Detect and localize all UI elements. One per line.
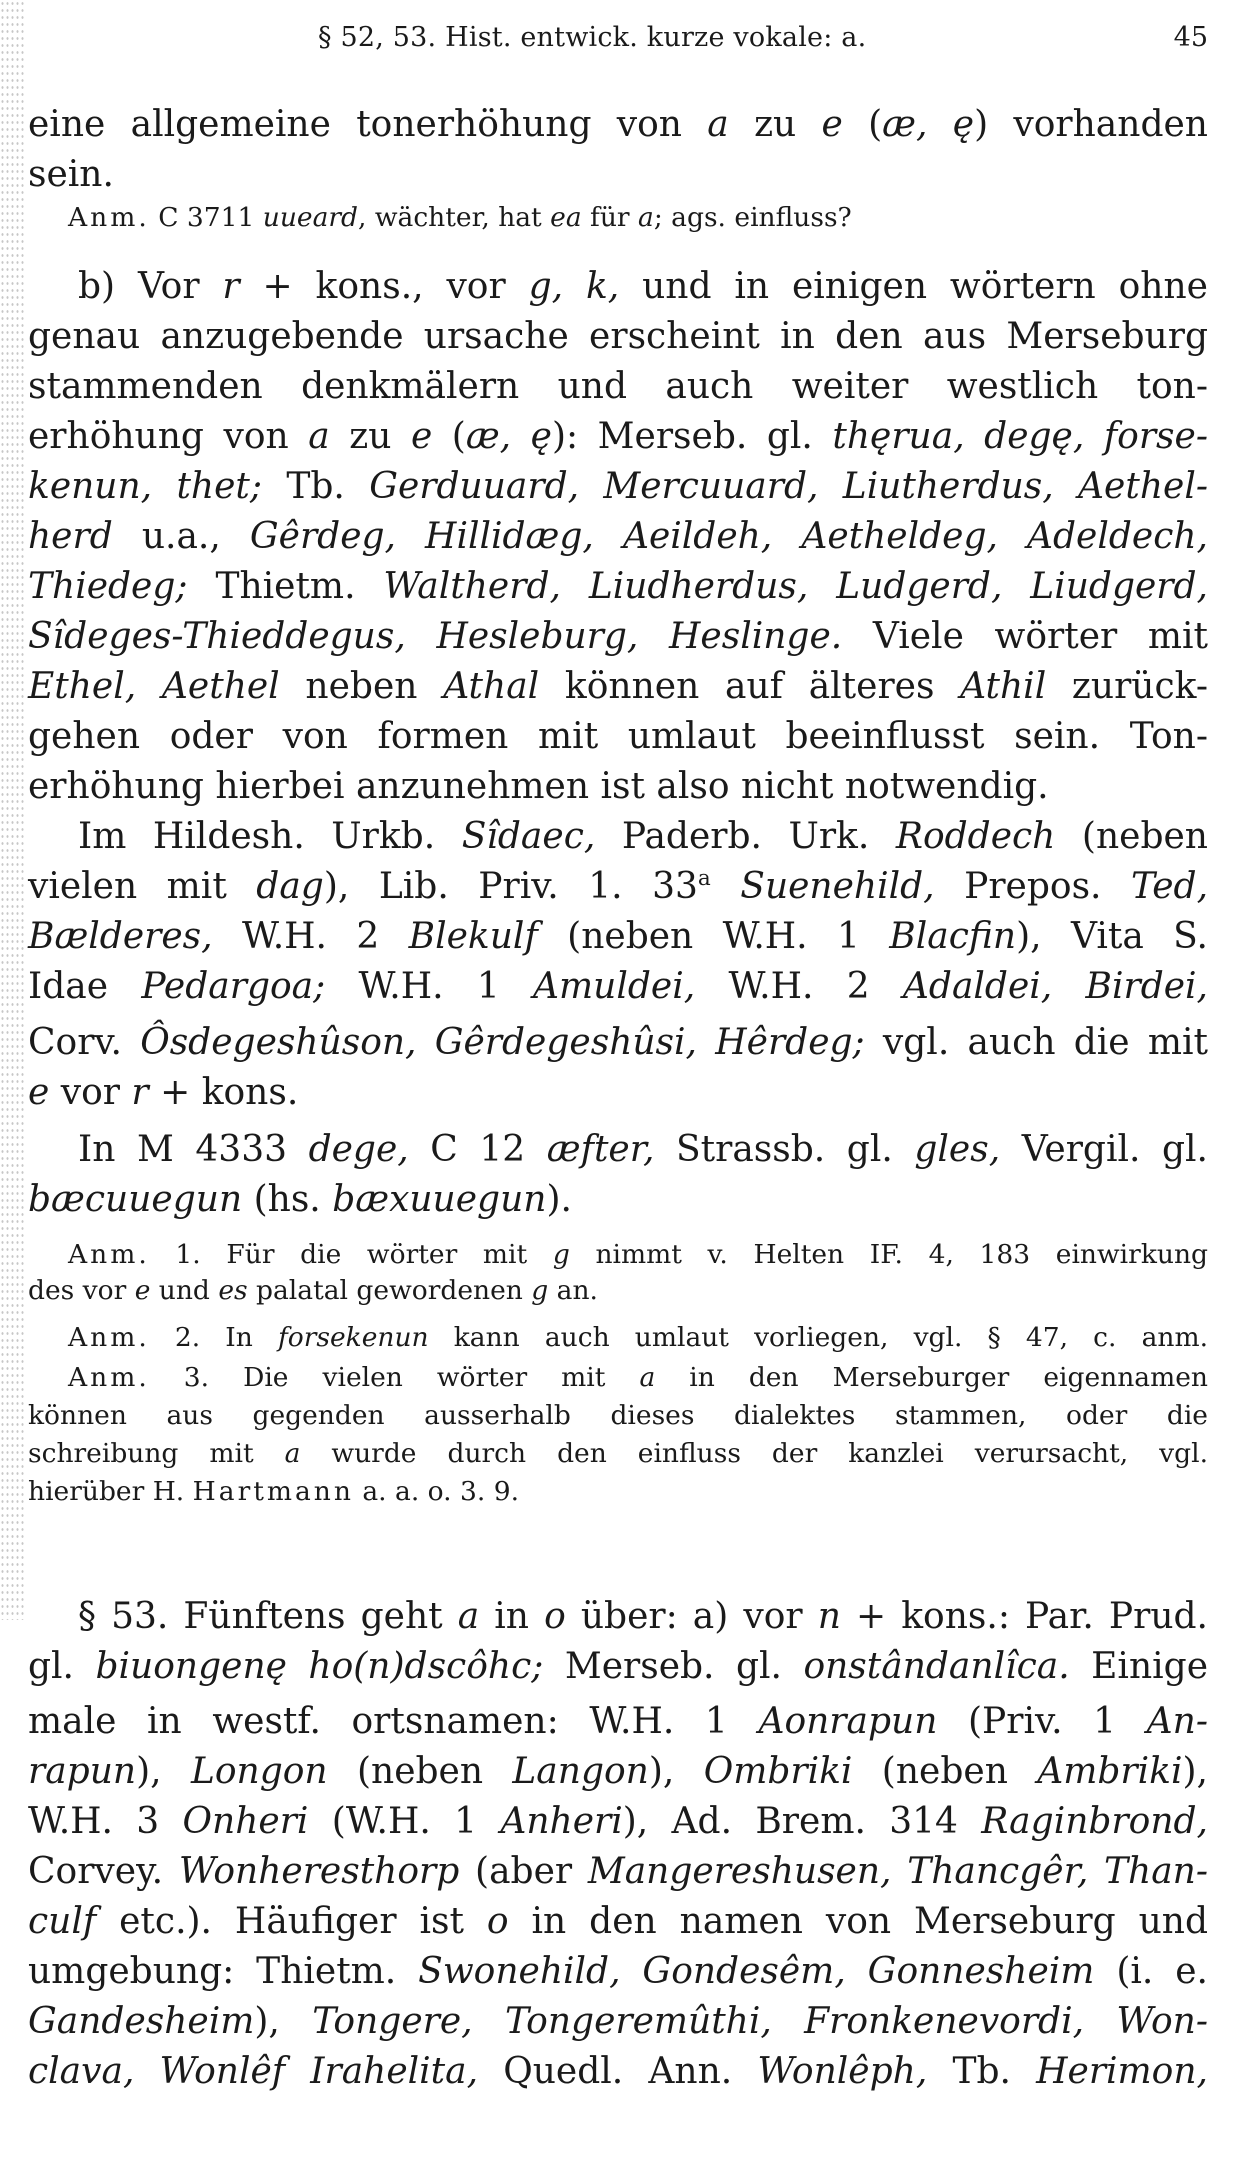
text-run: b) Vor — [78, 266, 223, 307]
italic-term: æfter, — [546, 1129, 655, 1170]
italic-term: onstândanlîca. — [803, 1646, 1070, 1687]
italic-term: Wonlêph, — [757, 2051, 928, 2092]
text-run: Tb. — [927, 2051, 1037, 2092]
italic-term: e — [28, 1072, 50, 1113]
text-run: ; ags. einfluss? — [653, 202, 852, 233]
italic-term: Sîdeges-Thieddegus, Hesleburg, Heslinge. — [28, 616, 843, 657]
text-run: ( — [432, 416, 466, 457]
text-run: (W.H. 1 — [308, 1801, 501, 1842]
italic-term: dag — [256, 866, 324, 907]
italic-term: a — [284, 1438, 301, 1469]
text-line — [28, 1847, 1208, 1897]
text-run: Quedl. Ann. — [478, 2051, 758, 2092]
text-run: Im Hildesh. Urkb. — [78, 816, 462, 857]
text-run: a — [697, 866, 711, 891]
text-run: W.H. 1 — [325, 966, 534, 1007]
text-line — [28, 662, 1208, 712]
text-run: ), — [648, 1751, 704, 1792]
italic-term: Blacfin — [889, 916, 1017, 957]
page-number: 45 — [1173, 22, 1208, 53]
italic-term: g — [552, 1239, 570, 1270]
text-run: (Priv. 1 — [937, 1701, 1147, 1742]
text-run: ), — [1182, 1751, 1208, 1792]
note-line — [28, 1474, 1208, 1510]
running-header — [28, 22, 1208, 62]
italic-term: Sîdaec, — [461, 816, 596, 857]
note-line — [28, 1436, 1208, 1472]
italic-term: Amuldei, — [533, 966, 696, 1007]
text-line — [28, 362, 1208, 412]
italic-term: Waltherd, Liudherdus, Ludgerd, Liudgerd, — [383, 566, 1209, 607]
text-run: Merseb. gl. — [543, 1646, 804, 1687]
text-line — [28, 1125, 1208, 1175]
text-run: Tb. — [262, 466, 370, 507]
italic-term: a — [457, 1596, 480, 1637]
text-run — [711, 866, 741, 907]
text-line — [28, 712, 1208, 762]
text-run: etc.). Häufiger ist — [96, 1901, 487, 1942]
italic-term: o — [544, 1596, 566, 1637]
text-run: ) vorhanden — [974, 104, 1208, 145]
italic-term: gles, — [914, 1129, 1001, 1170]
italic-term: e — [410, 416, 433, 457]
text-run: In M 4333 — [78, 1129, 309, 1170]
italic-term: forsekenun — [277, 1322, 429, 1353]
text-run: a. a. o. 3. 9. — [353, 1476, 519, 1507]
text-run: an. — [548, 1275, 598, 1306]
italic-term: Blekulf — [408, 916, 538, 957]
italic-term: Bælderes, — [28, 916, 213, 957]
text-line — [28, 462, 1208, 512]
text-line — [28, 1897, 1208, 1947]
italic-term: æ, ę — [465, 416, 552, 457]
text-run: Anm. — [68, 1362, 150, 1393]
text-run: können auf älteres — [539, 666, 961, 707]
italic-term: rapun — [28, 1751, 137, 1792]
text-run: ), — [254, 2001, 313, 2042]
text-run: ). — [546, 1179, 572, 1220]
text-run: , wächter, hat — [358, 202, 551, 233]
note-line — [28, 1273, 1208, 1309]
text-run: (i. e. — [1094, 1951, 1208, 1992]
italic-term: a — [707, 104, 729, 145]
text-run: wurde durch den einfluss der kanzlei verursacht, vgl. — [300, 1438, 1208, 1469]
italic-term: Herimon, — [1036, 2051, 1208, 2092]
text-run: W.H. 2 — [212, 916, 409, 957]
text-run: des vor — [28, 1275, 135, 1306]
italic-term: clava, Wonlêf Irahelita, — [28, 2051, 479, 2092]
text-run: zu — [329, 416, 411, 457]
text-run: und in einigen wörtern ohne — [619, 266, 1208, 307]
text-run: ), Ad. Brem. 314 — [622, 1801, 982, 1842]
italic-term: Gerduuard, Mercuuard, Liutherdus, Aethel- — [369, 466, 1208, 507]
italic-term: Suenehild, — [740, 866, 935, 907]
note-line — [28, 200, 1208, 236]
text-run: Prepos. — [934, 866, 1132, 907]
text-line — [28, 150, 1208, 200]
text-line — [28, 1947, 1208, 1997]
italic-term: ea — [550, 202, 582, 233]
italic-term: e — [134, 1275, 151, 1306]
text-run: 2. In — [149, 1322, 278, 1353]
italic-term: a — [639, 1362, 656, 1393]
text-run: C 3711 — [149, 202, 263, 233]
text-run: gehen oder von formen mit umlaut beeinflusst sein. Ton- — [28, 716, 1208, 757]
text-run: Thietm. — [187, 566, 384, 607]
text-run: kann auch umlaut vorliegen, vgl. § 47, c. anm. — [428, 1322, 1208, 1353]
text-run: (hs. — [242, 1179, 333, 1220]
text-run: vgl. auch die mit — [864, 1022, 1208, 1063]
italic-term: Pedargoa; — [141, 966, 326, 1007]
running-title: § 52, 53. Hist. entwick. kurze vokale: a. — [318, 22, 867, 53]
text-run: nimmt v. Helten IF. 4, 183 einwirkung — [569, 1239, 1208, 1270]
note-line — [28, 1320, 1208, 1356]
text-run: Vergil. gl. — [1000, 1129, 1208, 1170]
italic-term: dege, — [308, 1129, 409, 1170]
italic-term: Longon — [190, 1751, 328, 1792]
text-run: Corv. — [28, 1022, 141, 1063]
text-run: zu — [728, 104, 822, 145]
text-line — [28, 1068, 1208, 1118]
italic-term: Onheri — [182, 1801, 309, 1842]
text-run: (aber — [459, 1851, 588, 1892]
text-line — [28, 1018, 1208, 1068]
text-run: palatal gewordenen — [247, 1275, 532, 1306]
italic-term: uueard — [262, 202, 359, 233]
text-run: und — [150, 1275, 219, 1306]
italic-term: a — [308, 416, 330, 457]
text-line — [28, 262, 1208, 312]
italic-term: n — [817, 1596, 841, 1637]
text-line — [28, 100, 1208, 150]
italic-term: Langon — [512, 1751, 649, 1792]
italic-term: bæxuuegun — [332, 1179, 547, 1220]
text-run: zurück- — [1046, 666, 1208, 707]
text-line — [28, 962, 1208, 1012]
italic-term: Wonheresthorp — [178, 1851, 460, 1892]
text-line — [28, 912, 1208, 962]
text-run: über: a) vor — [565, 1596, 818, 1637]
text-line — [28, 612, 1208, 662]
text-line — [28, 412, 1208, 462]
text-line — [28, 562, 1208, 612]
text-line — [28, 812, 1208, 862]
text-run: W.H. 3 — [28, 1801, 183, 1842]
text-line — [28, 1797, 1208, 1847]
text-line — [28, 1592, 1208, 1642]
text-run: erhöhung hierbei anzunehmen ist also nicht notwendig. — [28, 766, 1049, 807]
italic-term: Thiedeg; — [28, 566, 188, 607]
text-run: sein. — [28, 154, 114, 195]
italic-term: e — [821, 104, 843, 145]
note-line — [28, 1398, 1208, 1434]
italic-term: Athil — [960, 666, 1047, 707]
italic-term: g — [531, 1275, 549, 1306]
text-run: + kons., vor — [239, 266, 529, 307]
text-run: ), Vita S. — [1016, 916, 1208, 957]
text-line — [28, 312, 1208, 362]
italic-term: biuongenę ho(n)dscôhc; — [95, 1646, 544, 1687]
text-run: erhöhung von — [28, 416, 309, 457]
text-run: genau anzugebende ursache erscheint in den aus Merseburg — [28, 316, 1208, 357]
italic-term: a — [638, 202, 654, 233]
italic-term: æ, ę — [882, 104, 975, 145]
text-run: 1. Für die wörter mit — [149, 1239, 553, 1270]
text-run: 3. Die vielen wörter mit — [149, 1362, 640, 1393]
italic-term: Adaldei, Birdei, — [902, 966, 1208, 1007]
text-run: (neben — [852, 1751, 1038, 1792]
text-run: Strassb. gl. — [654, 1129, 915, 1170]
italic-term: Anheri — [500, 1801, 623, 1842]
text-run: stammenden denkmälern und auch weiter westlich ton- — [28, 366, 1208, 407]
text-run: eine allgemeine tonerhöhung von — [28, 104, 708, 145]
italic-term: Aonrapun — [758, 1701, 938, 1742]
text-run: umgebung: Thietm. — [28, 1951, 419, 1992]
text-run: ): Merseb. gl. — [551, 416, 833, 457]
italic-term: kenun, thet; — [28, 466, 263, 507]
text-line — [28, 1642, 1208, 1692]
note-line — [28, 1360, 1208, 1396]
text-run: ( — [842, 104, 883, 145]
italic-term: thęrua, degę, forse- — [832, 416, 1208, 457]
text-line — [28, 1697, 1208, 1747]
text-run: (neben — [1055, 816, 1208, 857]
italic-term: An- — [1146, 1701, 1209, 1742]
text-run: + kons.: Par. Prud. — [840, 1596, 1208, 1637]
text-line — [28, 1175, 1208, 1225]
text-run: in den namen von Merseburg und — [508, 1901, 1208, 1942]
note-line — [28, 1237, 1208, 1273]
text-run: W.H. 2 — [695, 966, 903, 1007]
italic-term: es — [218, 1275, 248, 1306]
italic-term: Mangereshusen, Thancgêr, Than- — [587, 1851, 1209, 1892]
italic-term: bæcuuegun — [28, 1179, 243, 1220]
italic-term: Ambriki — [1037, 1751, 1183, 1792]
italic-term: culf — [28, 1901, 97, 1942]
italic-term: Raginbrond, — [981, 1801, 1208, 1842]
italic-term: herd — [28, 516, 113, 557]
text-run: Einige — [1069, 1646, 1208, 1687]
text-run: hierüber H. — [28, 1476, 193, 1507]
text-run: schreibung mit — [28, 1438, 285, 1469]
text-run: vor — [49, 1072, 132, 1113]
italic-term: Athal — [443, 666, 540, 707]
scan-edge-noise — [0, 0, 26, 1620]
text-run: § 53. Fünftens geht — [78, 1596, 458, 1637]
text-line — [28, 1997, 1208, 2047]
italic-term: Ethel, Aethel — [28, 666, 280, 707]
text-run: Anm. — [68, 202, 150, 233]
text-run: Anm. — [68, 1322, 150, 1353]
text-run: in — [479, 1596, 545, 1637]
italic-term: Swonehild, Gondesêm, Gonnesheim — [418, 1951, 1095, 1992]
text-run: (neben — [327, 1751, 513, 1792]
italic-term: Gêrdeg, Hillidæg, Aeildeh, Aetheldeg, Adeldech, — [249, 516, 1208, 557]
text-run: C 12 — [408, 1129, 547, 1170]
italic-term: Ombriki — [703, 1751, 853, 1792]
italic-term: Ted, — [1131, 866, 1209, 907]
text-line — [28, 1747, 1208, 1797]
italic-term: o — [486, 1901, 509, 1942]
text-run: vielen mit — [28, 866, 257, 907]
text-run: Corvey. — [28, 1851, 179, 1892]
italic-term: Roddech — [895, 816, 1056, 857]
text-run: male in westf. ortsnamen: W.H. 1 — [28, 1701, 759, 1742]
text-line — [28, 762, 1208, 812]
italic-term: r — [222, 266, 240, 307]
text-line — [28, 512, 1208, 562]
text-run: u.a., — [112, 516, 250, 557]
text-run: neben — [279, 666, 444, 707]
text-run: + kons. — [148, 1072, 299, 1113]
text-run: ), Lib. Priv. 1. 33 — [323, 866, 698, 907]
italic-term: Gandesheim — [28, 2001, 255, 2042]
text-run: können aus gegenden ausserhalb dieses dialektes stammen, oder die — [28, 1400, 1208, 1431]
italic-term: Tongere, Tongeremûthi, Fronkenevordi, Won- — [312, 2001, 1208, 2042]
text-run: gl. — [28, 1646, 96, 1687]
italic-term: r — [131, 1072, 149, 1113]
text-run: ), — [136, 1751, 191, 1792]
text-run: Idae — [28, 966, 142, 1007]
text-run: Viele wörter mit — [842, 616, 1208, 657]
text-run: für — [581, 202, 639, 233]
text-run: Hartmann — [192, 1476, 354, 1507]
text-run: Anm. — [68, 1239, 150, 1270]
text-line — [28, 2047, 1208, 2097]
italic-term: Ôsdegeshûson, Gêrdegeshûsi, Hêrdeg; — [140, 1022, 865, 1063]
italic-term: g, k, — [528, 266, 620, 307]
text-line — [28, 862, 1208, 912]
text-run: Paderb. Urk. — [595, 816, 896, 857]
text-run: in den Merseburger eigennamen — [655, 1362, 1208, 1393]
text-run: (neben W.H. 1 — [537, 916, 890, 957]
